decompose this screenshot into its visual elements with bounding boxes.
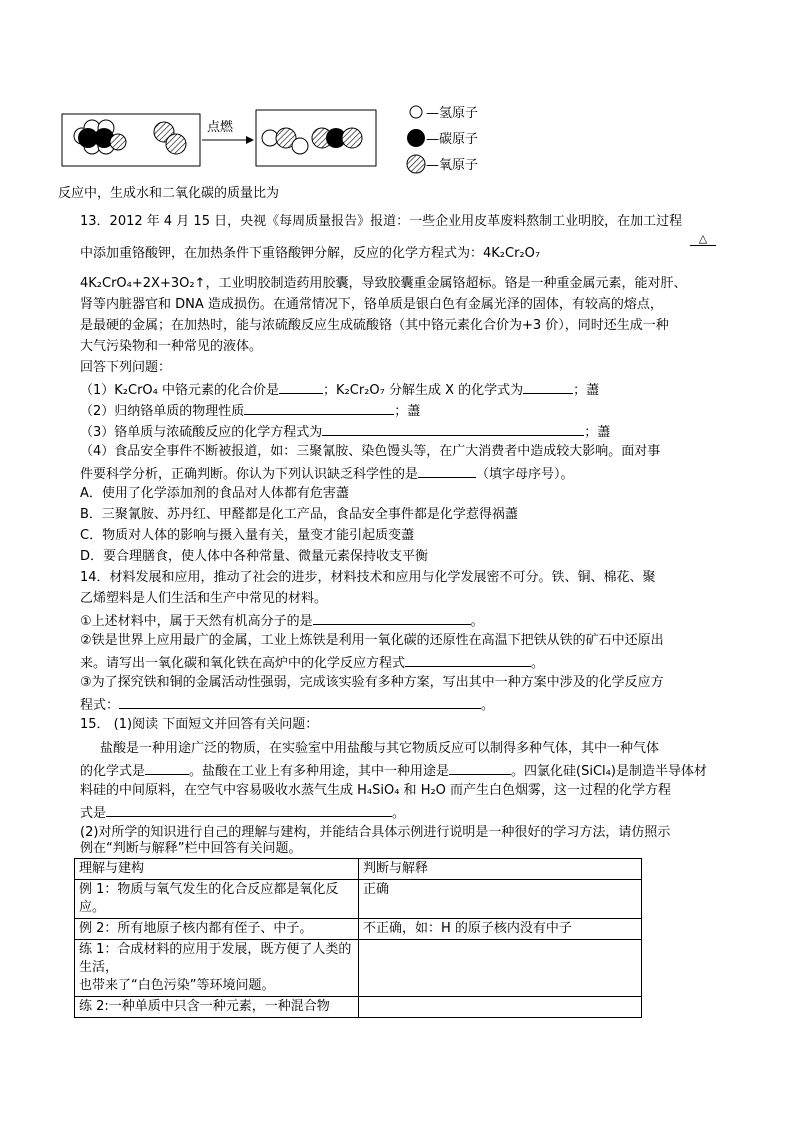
answer-blank[interactable] — [145, 761, 189, 775]
table-row — [75, 940, 642, 997]
table-cell[interactable] — [359, 940, 642, 997]
q14-sub2-b — [80, 653, 544, 673]
legend-carbon: —碳原子 — [426, 132, 479, 147]
q14-sub3-a: ③为了探究铁和铜的金属活动性强弱，完成该实验有多种方案，写出其中一种方案中涉及的化学反应方 — [80, 675, 664, 690]
legend-hydrogen: —氢原子 — [426, 106, 479, 121]
arrow-label: 点燃 — [207, 120, 234, 135]
answer-blank[interactable] — [106, 803, 392, 817]
q13-sub1-end: ；藎 — [573, 383, 600, 398]
table-header-cell: 理解与建构 — [75, 859, 359, 880]
option-d: D．要合理膳食，使人体中各种常量、微量元素保持收支平衡 — [80, 549, 429, 564]
q14-sub2-a: ②铁是世界上应用最广的金属，工业上炼铁是利用一氧化碳的还原性在高温下把铁从铁的矿石中还原出 — [80, 633, 664, 648]
hydrogen-legend-icon — [410, 106, 422, 118]
q15-line-5 — [80, 803, 405, 823]
q15-line-1: 15． (1)阅读 下面短文并回答有关问题： — [80, 717, 319, 732]
answer-blank[interactable] — [244, 401, 394, 415]
table-cell: 练 1：合成材料的应用于发展，既方便了人类的生活， 也带来了“白色污染”等环境问题。 — [75, 940, 359, 997]
option-a: A．使用了化学添加剂的食品对人体都有危害藎 — [80, 486, 349, 501]
q13-sub1 — [80, 380, 599, 400]
option-b: B．三聚氰胺、苏丹红、甲醛都是化工产品，食品安全事件都是化学惹得祸藎 — [80, 507, 518, 522]
q13-sub3-text: （3）铬单质与浓硫酸反应的化学方程式为 — [80, 425, 323, 440]
table-row — [75, 880, 642, 919]
q14-sub1 — [80, 611, 484, 631]
end-mark: 。 — [531, 656, 545, 671]
q15-text-b: 。盐酸在工业上有多种用途，其中一种用途是 — [189, 764, 450, 779]
reaction-diagram — [60, 98, 520, 190]
q13-sub1-text: （1）K₂CrO₄ 中铬元素的化合价是 — [80, 383, 280, 398]
q13-sub4-end: （填字母序号）。 — [476, 467, 574, 482]
q15-line-7: 例在“判断与解释”栏中回答有关问题。 — [80, 841, 302, 856]
answer-blank[interactable] — [313, 611, 471, 625]
option-c: C．物质对人体的影响与摄入量有关，量变才能引起质变藎 — [80, 528, 415, 543]
q15-text-e: 式是 — [80, 806, 107, 821]
q13-sub2-end: ；藎 — [394, 404, 421, 419]
end-mark: 。 — [392, 806, 406, 821]
q15-text-a: 的化学式是 — [80, 764, 146, 779]
table-cell[interactable] — [359, 997, 642, 1018]
answer-blank[interactable] — [418, 464, 476, 478]
q13-sub4-text: 件要科学分析，正确判断。你认为下列认识缺乏科学性的是 — [80, 467, 419, 482]
q13-line-2: 中添加重铬酸钾，在加热条件下重铬酸钾分解，反应的化学方程式为：4K₂Cr₂O₇ — [80, 246, 541, 261]
q13-sub3-end: ；藎 — [584, 425, 611, 440]
table-row — [75, 919, 642, 940]
q13-sub4-b — [80, 464, 574, 484]
q14-line-2: 乙烯塑料是人们生活和生产中常见的材料。 — [80, 591, 328, 606]
table-cell: 不正确，如：H 的原子核内没有中子 — [359, 919, 642, 940]
q14-line-1: 14．材料发展和应用，推动了社会的进步，材料技术和应用与化学发展密不可分。铁、铜、棉花、聚 — [80, 570, 656, 585]
q15-line-4: 料硅的中间原料，在空气中容易吸收水蒸气生成 H₄SiO₄ 和 H₂O 而产生白色烟雾，这一过程的化学方程 — [80, 783, 672, 798]
q13-line-7: 回答下列问题： — [80, 360, 172, 375]
end-mark: 。 — [470, 614, 484, 629]
q15-text-c: 。四氯化硅(SiCl₄)是制造半导体材 — [511, 764, 707, 779]
table-header-cell: 判断与解释 — [359, 859, 642, 880]
q13-line-3: 4K₂CrO₄+2X+3O₂↑，工业明胶制造药用胶囊，导致胶囊重金属铬超标。铬是一种重金属元素，能对肝、 — [80, 276, 687, 291]
q14-sub2-text: 来。请写出一氧化碳和氧化铁在高炉中的化学反应方程式 — [80, 656, 406, 671]
q13-line-4: 肾等内脏器官和 DNA 造成损伤。在通常情况下，铬单质是银白色有金属光泽的固体，有较高的熔点， — [80, 297, 663, 312]
q13-sub2-text: （2）归纳铬单质的物理性质 — [80, 404, 245, 419]
answer-blank[interactable] — [523, 380, 573, 394]
q13-sub1-text2: ；K₂Cr₂O₇ 分解生成 X 的化学式为 — [323, 383, 524, 398]
reasoning-table — [74, 858, 642, 1018]
q15-line-3 — [80, 761, 707, 781]
legend-oxygen: —氧原子 — [426, 158, 479, 173]
table-cell: 例 2：所有地原子核内都有侄子、中子。 — [75, 919, 359, 940]
oxygen-legend-icon — [407, 155, 425, 173]
q14-sub1-text: ①上述材料中，属于天然有机高分子的是 — [80, 614, 313, 629]
q14-sub3-b — [80, 695, 494, 715]
carbon-legend-icon — [407, 129, 425, 147]
end-mark: 。 — [481, 698, 495, 713]
q14-sub3-text: 程式： — [80, 698, 120, 713]
table-cell: 正确 — [359, 880, 642, 919]
answer-blank[interactable] — [279, 380, 323, 394]
q13-sub2 — [80, 401, 420, 421]
q15-line-2: 盐酸是一种用途广泛的物质，在实验室中用盐酸与其它物质反应可以制得多种气体，其中一种气体 — [100, 741, 660, 756]
answer-blank[interactable] — [119, 695, 481, 709]
table-row — [75, 997, 642, 1018]
mass-ratio-line: 反应中，生成水和二氧化碳的质量比为 — [58, 186, 280, 201]
q13-sub4-a: （4）食品安全事件不断被报道，如：三聚氰胺、染色馒头等，在广大消费者中造成较大影响。面对事 — [80, 444, 661, 459]
heat-symbol: △ — [690, 233, 716, 246]
q15-line-6: (2)对所学的知识进行自己的理解与建构，并能结合具体示例进行说明是一种很好的学习方法，请仿照示 — [80, 825, 671, 840]
table-header-row — [75, 859, 642, 880]
q13-line-1: 13．2012 年 4 月 15 日，央视《每周质量报告》报道：一些企业用皮革废料熬制工业明胶，在加工过程 — [80, 214, 683, 229]
q13-line-5: 是最硬的金属；在加热时，能与浓硫酸反应生成硫酸铬（其中铬元素化合价为+3 价），同时还生成一种 — [80, 318, 669, 333]
q13-sub3 — [80, 422, 610, 442]
answer-blank[interactable] — [322, 422, 584, 436]
answer-blank[interactable] — [449, 761, 511, 775]
answer-blank[interactable] — [405, 653, 531, 667]
table-cell: 练 2:一种单质中只含一种元素，一种混合物 — [75, 997, 359, 1018]
q13-line-6: 大气污染物和一种常见的液体。 — [80, 339, 263, 354]
table-cell: 例 1：物质与氧气发生的化合反应都是氧化反应。 — [75, 880, 359, 919]
